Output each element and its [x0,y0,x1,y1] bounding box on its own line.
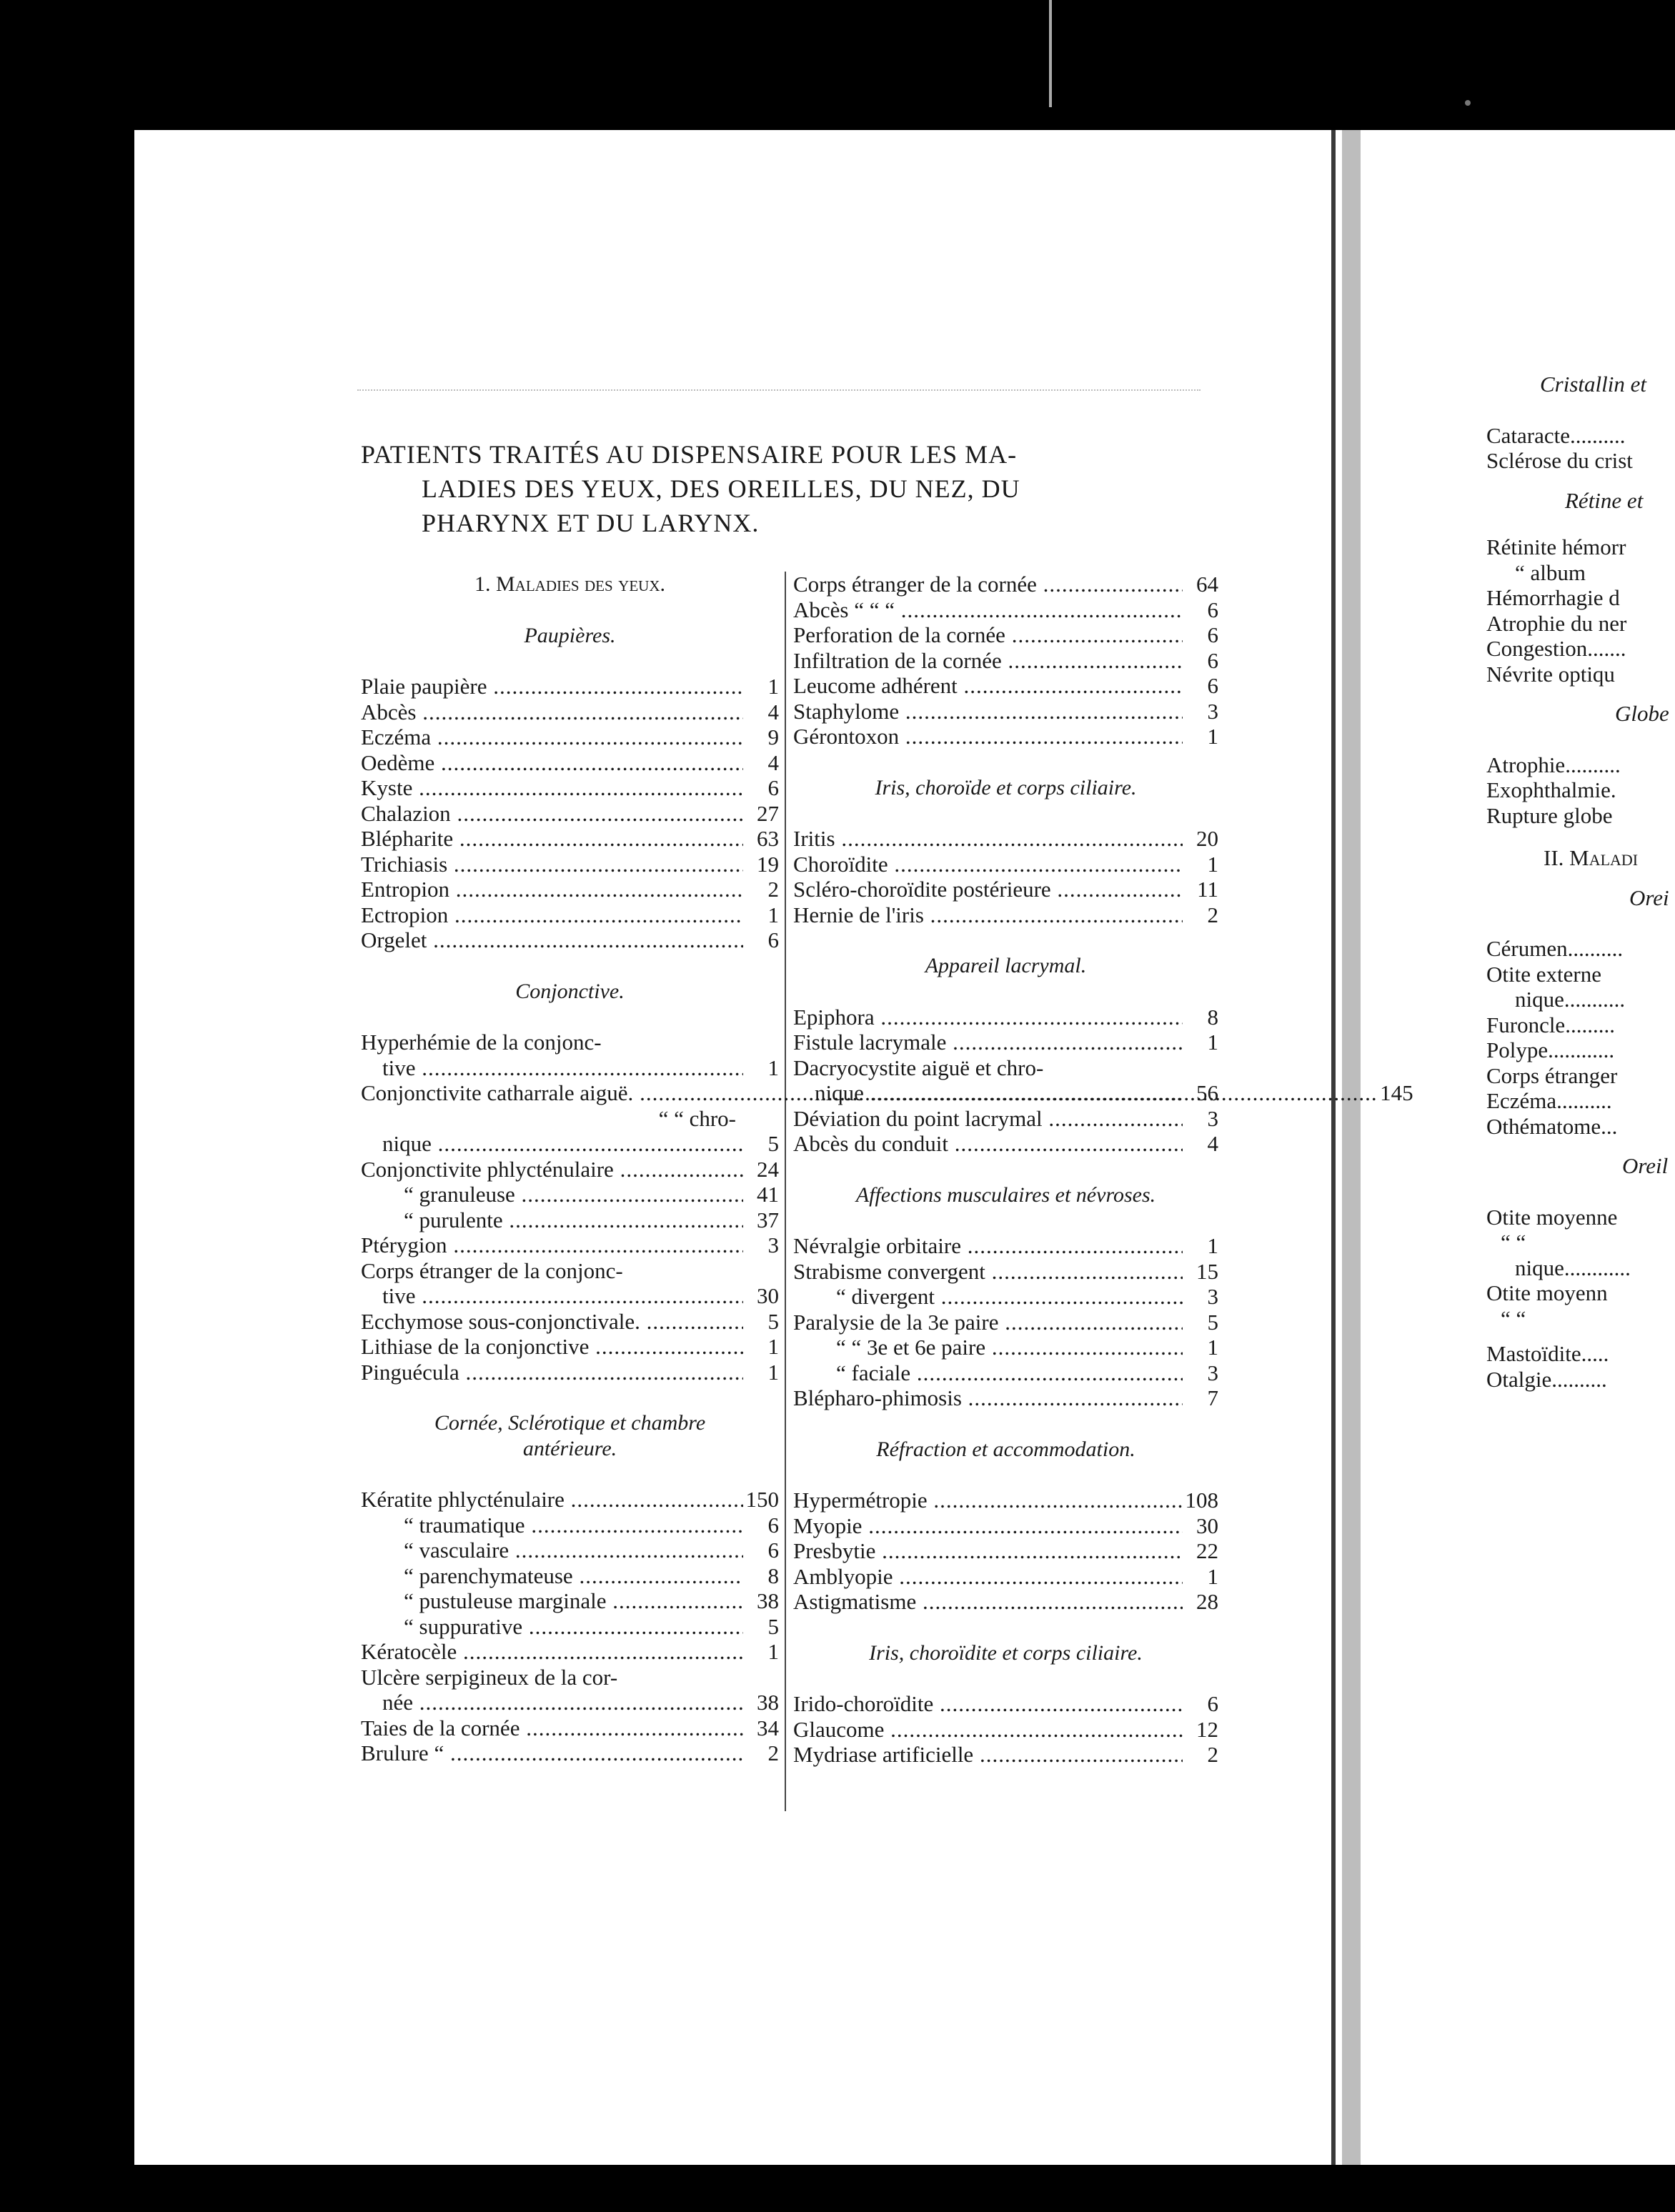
list-item: Ectropion ..... 1 [361,902,779,928]
list-item: “ vasculaire ..... 6 [361,1538,779,1563]
refraction-list [793,1488,1218,1615]
list-item: Ulcère serpigineux de la cor- [361,1664,618,1690]
list-item: Déviation du point lacrymal ..... 3 [793,1106,1218,1132]
list-item: Kératocèle ..... 1 [361,1639,779,1665]
fragment-line: Otite externe [1486,961,1601,987]
fragment-line: Congestion....... [1486,636,1626,661]
list-item: Chalazion ..... 27 [361,801,779,827]
list-item: Leucome adhérent ..... 6 [793,673,1218,699]
list-item: Orgelet ..... 6 [361,927,779,953]
fragment-line: Othématome... [1486,1113,1618,1139]
list-item: “ pustuleuse marginale ..... 38 [361,1588,779,1614]
list-item: “ faciale ..... 3 [793,1360,1218,1386]
heading-line-3: PHARYNX ET DU LARYNX. [422,509,760,537]
list-item: Eczéma ..... 9 [361,724,779,750]
list-item: Névralgie orbitaire ..... 1 [793,1233,1218,1259]
list-item: Amblyopie ..... 1 [793,1564,1218,1590]
fragment-line: Corps étranger [1486,1062,1618,1088]
fragment-line: Atrophie du ner [1486,610,1627,636]
subsection-title: Réfraction et accommodation. [876,1437,1135,1461]
list-item: Conjonctivite catharrale aiguë. ..... 145 [361,1080,779,1106]
lacrymal-list [793,1005,1218,1055]
list-item: Iritis ..... 20 [793,826,1218,852]
lacrymal-list-2 [793,1106,1218,1157]
list-item: Abcès du conduit ..... 4 [793,1131,1218,1157]
conjonctive-list [361,1157,779,1258]
fragment-heading: Cristallin et [1540,372,1646,397]
list-item: Irido-choroïdite ..... 6 [793,1691,1218,1717]
fragment-line: nique............ [1515,1255,1631,1280]
list-item: tive ..... 1 [361,1055,779,1081]
list-item: tive ..... 30 [361,1283,779,1309]
column-divider [785,572,786,1811]
list-item: Hypermétropie ..... 108 [793,1488,1218,1513]
list-item: “ purulente ..... 37 [361,1207,779,1233]
fragment-heading: II. Maladi [1544,845,1639,870]
fragment-heading: Rétine et [1565,487,1644,513]
list-item: Strabisme convergent ..... 15 [793,1259,1218,1285]
subsection-title: Affections musculaires et névroses. [855,1182,1156,1207]
list-item: “ “ chro- [658,1105,736,1131]
list-item: Entropion ..... 2 [361,877,779,902]
subsection-title: Conjonctive. [515,979,625,1003]
paupieres-list [361,674,779,953]
page-heading [361,437,1233,540]
list-item: Ecchymose sous-conjonctivale. ..... 5 [361,1309,779,1335]
list-item: Gérontoxon ..... 1 [793,724,1218,749]
right-column [793,572,1218,1768]
subsection-title: Iris, choroïde et corps ciliaire. [875,775,1137,799]
list-item: Taies de la cornée ..... 34 [361,1715,779,1741]
fragment-line: Otite moyenne [1486,1204,1618,1230]
facing-page-fragment [1486,372,1675,1392]
list-item: Epiphora ..... 8 [793,1005,1218,1030]
fragment-line: Atrophie.......... [1486,752,1621,777]
list-item: Conjonctivite phlycténulaire ..... 24 [361,1157,779,1182]
fragment-line: Rupture globe [1486,802,1613,828]
list-item: nique ..... 56 [793,1080,1218,1106]
list-item: Kyste ..... 6 [361,775,779,801]
iris-list [793,826,1218,927]
binding-line [1331,130,1336,2165]
list-item: “ granuleuse ..... 41 [361,1182,779,1207]
subsection-title-2: antérieure. [522,1436,617,1460]
heading-line-1: PATIENTS TRAITÉS AU DISPENSAIRE POUR LES MA- [361,440,1018,469]
list-item: Glaucome ..... 12 [793,1717,1218,1743]
fragment-line: Rétinite hémorr [1486,534,1626,559]
list-item: Abcès “ “ “ ..... 6 [793,597,1218,623]
fragment-line: “ album [1515,559,1586,585]
fragment-line: Furoncle......... [1486,1012,1615,1037]
cornee-list [361,1487,779,1665]
list-item: Abcès ..... 4 [361,699,779,725]
list-item: Lithiase de la conjonctive ..... 1 [361,1334,779,1360]
list-item: Perforation de la cornée ..... 6 [793,622,1218,648]
iris-ciliaire-list [793,1691,1218,1768]
thread-mark [1049,0,1052,107]
list-item: Choroïdite ..... 1 [793,852,1218,877]
section-title: 1. Maladies des yeux. [474,572,665,596]
heading-line-2: LADIES DES YEUX, DES OREILLES, DU NEZ, DU [422,474,1020,503]
subsection-title: Appareil lacrymal. [925,954,1087,977]
list-item: Brulure “ ..... 2 [361,1740,779,1766]
list-item: Oedème ..... 4 [361,750,779,776]
fragment-line: Eczéma.......... [1486,1088,1612,1113]
fragment-line: Mastoïdite..... [1486,1341,1609,1366]
fragment-line: Névrite optiqu [1486,661,1615,687]
list-item: Kératite phlycténulaire ..... 150 [361,1487,779,1513]
conjonctive-list-2 [361,1309,779,1385]
book-gutter [1342,130,1361,2165]
list-item: Corps étranger de la conjonc- [361,1257,623,1283]
list-item: Corps étranger de la cornée ..... 64 [793,572,1218,597]
fragment-heading: Oreil [1622,1153,1669,1178]
fragment-line: Otite moyenn [1486,1280,1608,1305]
list-item: Hyperhémie de la conjonc- [361,1030,602,1055]
cornee-continued-list [793,572,1218,749]
list-item: “ traumatique ..... 6 [361,1513,779,1538]
fragment-line: Hémorrhagie d [1486,585,1620,610]
fragment-line: Cataracte.......... [1486,422,1626,448]
list-item: Ptérygion ..... 3 [361,1232,779,1258]
fragment-line: Otalgie.......... [1486,1366,1607,1392]
list-item: Mydriase artificielle ..... 2 [793,1742,1218,1768]
fragment-line: Cérumen.......... [1486,936,1624,961]
list-item: née ..... 38 [361,1690,779,1715]
subsection-title: Paupières. [524,623,616,647]
list-item: Scléro-choroïdite postérieure ..... 11 [793,877,1218,902]
list-item: Blépharo-phimosis ..... 7 [793,1385,1218,1411]
fragment-heading: Globe [1615,701,1669,726]
list-item: “ parenchymateuse ..... 8 [361,1563,779,1589]
fragment-line: Polype............ [1486,1037,1615,1062]
list-item: Presbytie ..... 22 [793,1538,1218,1564]
list-item: Fistule lacrymale ..... 1 [793,1030,1218,1055]
list-item: Pinguécula ..... 1 [361,1360,779,1385]
list-item: Paralysie de la 3e paire ..... 5 [793,1310,1218,1335]
list-item: Myopie ..... 30 [793,1513,1218,1539]
list-item: nique ..... 5 [361,1131,779,1157]
list-item: “ divergent ..... 3 [793,1284,1218,1310]
list-item: Staphylome ..... 3 [793,699,1218,724]
fragment-heading: Orei [1629,885,1669,910]
list-item: “ suppurative ..... 5 [361,1614,779,1640]
list-item: Blépharite ..... 63 [361,826,779,852]
list-item: Hernie de l'iris ..... 2 [793,902,1218,928]
fragment-line: Exophthalmie. [1486,777,1616,802]
list-item: Trichiasis ..... 19 [361,852,779,877]
subsection-title: Cornée, Sclérotique et chambre [434,1411,706,1435]
fragment-line: “ “ [1501,1305,1526,1331]
affections-list [793,1233,1218,1411]
list-item: Dacryocystite aiguë et chro- [793,1055,1044,1080]
speck-mark [1465,100,1471,106]
list-item: “ “ 3e et 6e paire ..... 1 [793,1335,1218,1360]
fragment-line: nique........... [1515,987,1626,1012]
fragment-line: “ “ [1501,1230,1526,1255]
list-item: Astigmatisme ..... 28 [793,1589,1218,1615]
list-item: Plaie paupière ..... 1 [361,674,779,699]
header-rule [357,389,1201,391]
subsection-title: Iris, choroïdite et corps ciliaire. [869,1640,1143,1665]
list-item: Infiltration de la cornée ..... 6 [793,648,1218,674]
cornee-list-2 [361,1715,779,1766]
fragment-line: Sclérose du crist [1486,448,1633,473]
